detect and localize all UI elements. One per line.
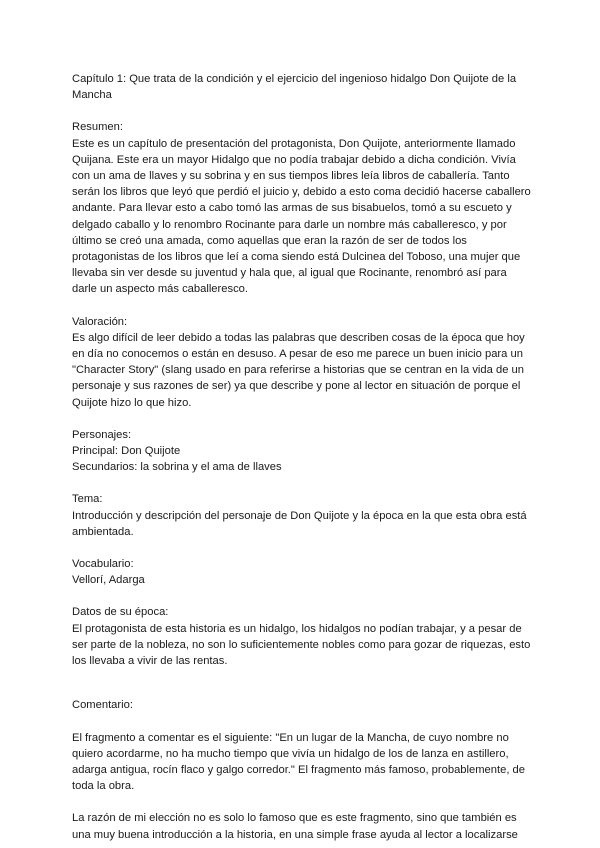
resumen-section [72, 119, 532, 297]
valoracion-section [72, 314, 532, 411]
personaje-principal: Principal: Don Quijote [72, 445, 181, 458]
document-page [72, 71, 532, 843]
personajes-section [72, 427, 532, 476]
resumen-text: Este es un capítulo de presentación del protagonista, Don Quijote, anteriormente llamado Quijana. Este era un mayor Hidalgo que no podía trabajar debido a dicha condición. Vivía con un ama de llaves y su sobrina y en sus tiempos libres leía libros de caballería. Tanto serán los libros que leyó que perdió el juicio y, debido a esto coma decidió hacerse caballero andante. Para llevar esto a cabo tomó las armas de sus bisabuelos, tomó a su escueto y delgado caballo y lo renombro Rocinante para darle un nombre más caballeresco, y por último se creó una amada, como aquellas que eran la razón de ser de todos los protagonistas de los libros que leí a coma siendo está Dulcinea del Toboso, una mujer que llevaba sin ver desde su juventud y hala que, al igual que Rocinante, renombró así para darle un aspecto más caballeresco. [72, 137, 531, 296]
chapter-title: Capítulo 1: Que trata de la condición y el ejercicio del ingenioso hidalgo Don Quijote de la Mancha [72, 73, 517, 102]
comentario-heading: Comentario: [72, 699, 133, 712]
vocabulario-section [72, 556, 532, 588]
tema-text: Introducción y descripción del personaje de Don Quijote y la época en la que esta obra está ambientada. [72, 509, 527, 538]
vocabulario-heading: Vocabulario: [72, 558, 134, 571]
comentario-section [72, 697, 532, 842]
datos-epoca-text: El protagonista de esta historia es un hidalgo, los hidalgos no podían trabajar, y a pesar de ser parte de la nobleza, no son lo suficientemente nobles como para gozar de riquezas, esto los llevaba a vivir de las rentas. [72, 622, 531, 668]
tema-heading: Tema: [72, 493, 103, 506]
comentario-paragraph-1: El fragmento a comentar es el siguiente: "En un lugar de la Mancha, de cuyo nombre no quiero acordarme, no ha mucho tiempo que vivía un hidalgo de los de lanza en astillero, adarga antigua, rocín flaco y galgo corredor." El fragmento más famoso, probablemente, de toda la obra. [72, 731, 525, 793]
valoracion-text: Es algo difícil de leer debido a todas las palabras que describen cosas de la época que hoy en día no conocemos o están en desuso. A pesar de eso me parece un buen inicio para un "Character Story" (slang usado en para referirse a historias que se centran en la vida de un personaje y sus razones de ser) ya que describe y pone al lector en situación de porque el Quijote hizo lo que hizo. [72, 331, 525, 409]
tema-section [72, 491, 532, 540]
personajes-heading: Personajes: [72, 428, 132, 441]
resumen-heading: Resumen: [72, 121, 123, 134]
vocabulario-text: Vellorí, Adarga [72, 574, 145, 587]
datos-epoca-heading: Datos de su época: [72, 606, 169, 619]
personajes-secundarios: Secundarios: la sobrina y el ama de llaves [72, 461, 282, 474]
datos-epoca-section [72, 604, 532, 669]
valoracion-heading: Valoración: [72, 315, 128, 328]
comentario-paragraph-2: La razón de mi elección no es solo lo famoso que es este fragmento, sino que también es una muy buena introducción a la historia, en una simple frase ayuda al lector a localizarse [72, 812, 518, 841]
